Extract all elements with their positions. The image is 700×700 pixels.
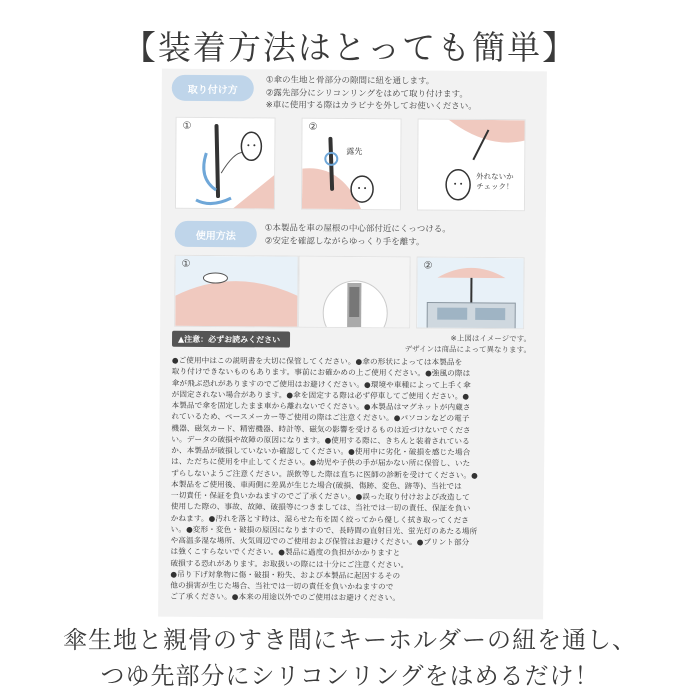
- caption-line-1: 傘生地と親骨のすき間にキーホルダーの紐を通し、: [62, 626, 638, 654]
- caution-line: 一切責任・保証を負いかねますのでご了承ください。●誤った取り付けおよび改造して: [170, 490, 471, 502]
- caution-line: か、本製品が破損していないか確認してください。●使用中に劣化・破損を感じた場合: [171, 445, 471, 457]
- page-title: 【装着方法はとっても簡単】: [122, 28, 578, 67]
- car-with-umbrella-illustration: [417, 257, 525, 329]
- usage-instructions: [265, 222, 451, 248]
- usage-panel-2: [298, 256, 410, 329]
- caution-line: 機器、磁気カード、精密機器、時計等、磁気の影響を受けるものは近づけないでくださ: [171, 423, 471, 435]
- caption-line-2: つゆ先部分にシリコンリングをはめるだけ！: [100, 662, 600, 690]
- install-line: ②露先部分にシリコンリングをはめて取り付けます。: [265, 87, 468, 100]
- caution-line: ずらしないようご注意ください。誤飲等した際は直ちに医師の診断を受けてください。●: [171, 468, 478, 480]
- install-tag: 取り付け方: [172, 75, 254, 102]
- caution-line: ●吊り下げ対象物に傷・破損・粉失、および本製品に起因するその: [170, 569, 401, 581]
- caution-text: [170, 355, 534, 605]
- panel-number: ①: [182, 120, 192, 132]
- caution-label: ▲注意：必ずお読みください: [172, 331, 290, 348]
- caution-line: れているため、ペースメーカー等ご使用の際はご注意ください。●パソコンなどの電子: [171, 411, 470, 424]
- caution-line: が固定されない場合があります。●傘を固定する際は必ず停車してご使用ください。●: [171, 389, 470, 401]
- panel-number: ②: [423, 260, 433, 272]
- image-note: ※上図はイメージです。 デザインは商品によって異なります。: [404, 333, 532, 355]
- caution-line: や高温多湿な場所、火気周辺でのご使用および保管はお避けください。●プリント部分: [170, 535, 470, 547]
- caution-line: ご了承ください。●本来の用途以外でのご使用はお避けください。: [170, 591, 401, 603]
- caution-line: 本製品をご使用後、車両側に差異が生じた場合(破損、傷跡、変色、跡等)、当社では: [170, 479, 462, 491]
- usage-tag: 使用方法: [175, 221, 257, 248]
- caution-line: 傘が飛ぶ恐れがありますのでご使用はお避けください。●環境や車種によって上手く傘: [171, 378, 471, 390]
- caution-line: い。●変形・変色・破損の原因になりますので、長時間の直射日光、蛍光灯のあたる場所: [170, 524, 478, 536]
- caution-line: 破損する恐れがあります。お取扱いの際には十分にご注意ください。: [170, 558, 409, 569]
- usage-line: ①本製品を車の屋根の中心部付近にくっつける。: [264, 223, 451, 235]
- install-line: ※車に使用する際はカラビナを外してお使いください。: [265, 100, 477, 112]
- caution-line: 使用した際の、事故、故障、破損等につきましては、当社では一切の責任、保証を負い: [170, 501, 471, 514]
- install-line: ①傘の生地と骨部分の隙間に紐を通します。: [265, 75, 435, 87]
- car-roof-illustration: [175, 256, 299, 328]
- caution-line: 他の損害が生じた場合、当社では一切の責任を負いかねますので: [170, 580, 394, 592]
- install-panel-1: [175, 117, 276, 210]
- panel-number: ②: [308, 121, 318, 133]
- check-note: 外れないか チェック！: [476, 171, 514, 192]
- install-panel-2: [301, 118, 402, 211]
- caution-line: かねます。●汚れを落とす時は、湿らせた布を固く絞ってから優しく拭き取ってくださ: [170, 513, 470, 525]
- caution-line: 本製品で傘を固定したまま車から離れないでください。●本製品はマグネットが内蔵さ: [171, 400, 471, 412]
- caution-line: ●ご使用中はこの説明書を大切に保管してください。●傘の形状によっては本製品を: [171, 355, 463, 367]
- caution-line: は強くこすらないでください。●製品に過度の負担がかかりますと: [170, 546, 401, 558]
- hanging-keychain-illustration: [418, 119, 526, 211]
- instruction-sheet: [158, 69, 547, 620]
- usage-panel-1: [174, 255, 298, 328]
- panel-number: ①: [181, 258, 191, 270]
- install-instructions: [266, 74, 477, 113]
- usage-line: ②安定を確認しながらゆっくり手を離す。: [264, 235, 425, 248]
- caution-line: い。データの破損や故障の原因になります。●使用する際に、きちんと装着されている: [171, 434, 470, 446]
- caution-line: 取り付けできないものもあります。事前にお確かめの上ご使用ください。●強風の際は: [171, 366, 471, 379]
- magnet-base-illustration: [299, 257, 411, 329]
- caution-line: は、ただちに使用を中止してください。●幼児や子供の手が届かない所に保管し、いた: [171, 456, 471, 469]
- tip-label: 露先: [346, 146, 363, 157]
- install-panel-3: [417, 118, 526, 211]
- usage-panel-3: [416, 256, 525, 329]
